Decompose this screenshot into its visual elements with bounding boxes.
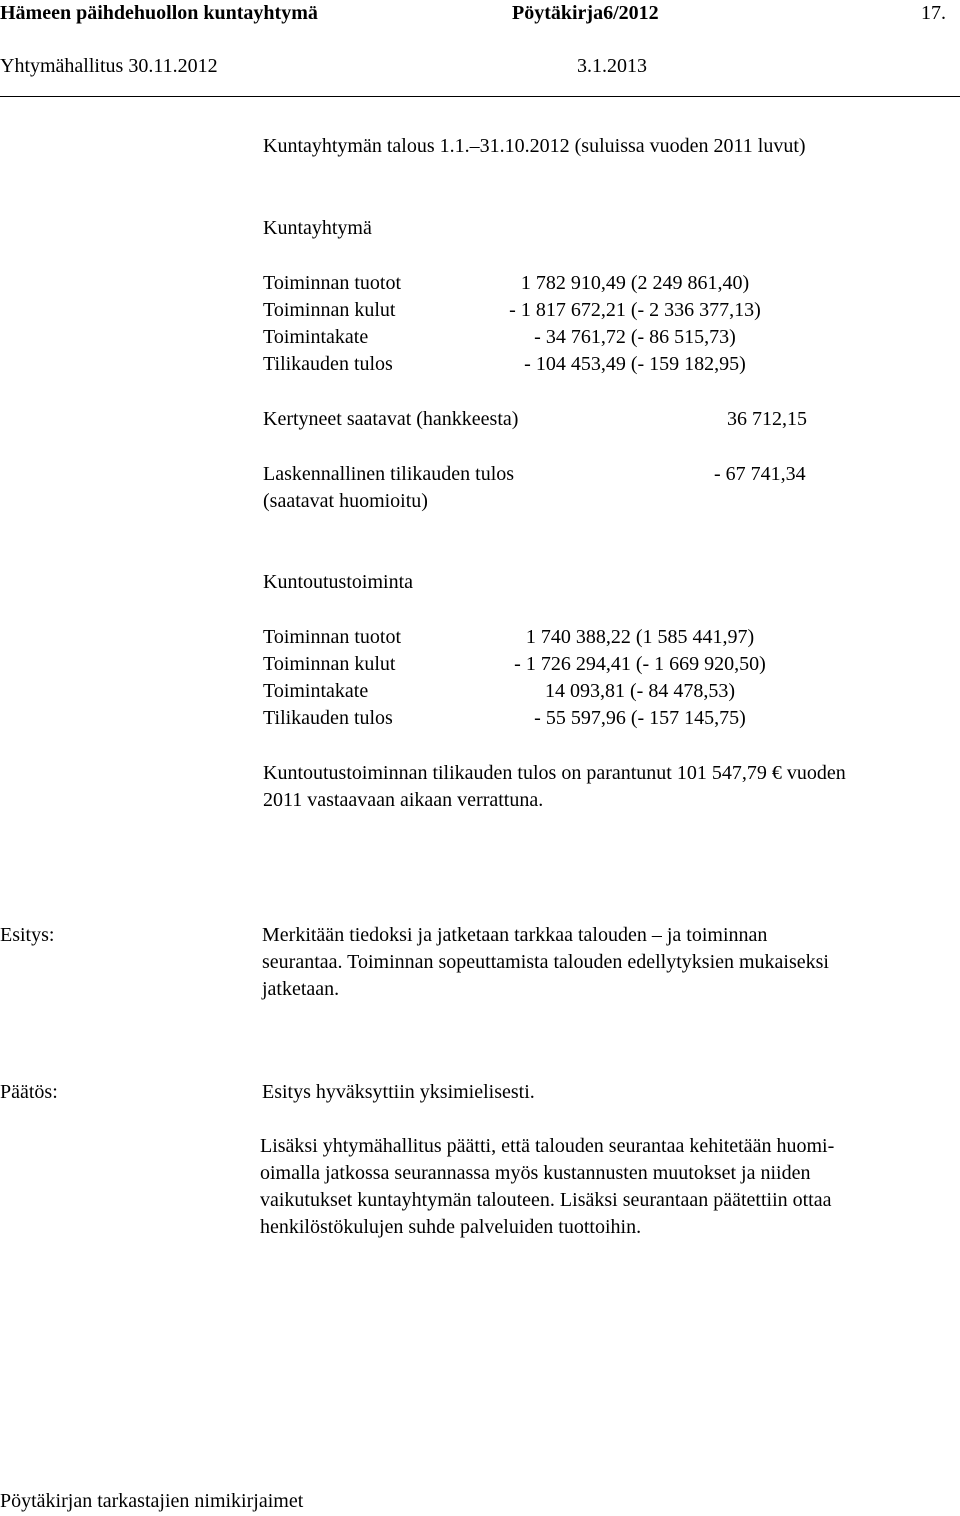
saatavat-label: Kertyneet saatavat (hankkeesta)	[263, 408, 519, 430]
kuntayhtyma-row-label: Toiminnan kulut	[263, 299, 396, 321]
kuntoutus-row-label: Toimintakate	[263, 680, 369, 702]
kuntoutus-row-value: 1 740 388,22 (1 585 441,97)	[525, 626, 755, 648]
kuntoutus-note-line: Kuntoutustoiminnan tilikauden tulos on parantunut 101 547,79 € vuoden	[263, 762, 846, 784]
laskennallinen-label: Laskennallinen tilikauden tulos	[263, 463, 515, 485]
kuntoutus-row-label: Toiminnan tuotot	[263, 626, 402, 648]
kuntayhtyma-row-label: Toiminnan tuotot	[263, 272, 402, 294]
header-date: 3.1.2013	[577, 55, 647, 77]
esitys-text-line: jatketaan.	[262, 978, 340, 1000]
paatos-text: Esitys hyväksyttiin yksimielisesti.	[262, 1081, 535, 1103]
section-title: Kuntayhtymän talous 1.1.–31.10.2012 (suluissa vuoden 2011 luvut)	[263, 135, 806, 157]
esitys-text-line: Merkitään tiedoksi ja jatketaan tarkkaa talouden – ja toiminnan	[262, 924, 768, 946]
saatavat-value: 36 712,15	[727, 408, 807, 430]
paatos-extra-line: vaikutukset kuntayhtymän talouteen. Lisäksi seurantaan päätettiin ottaa	[260, 1189, 832, 1211]
esitys-label: Esitys:	[0, 924, 55, 946]
paatos-label: Päätös:	[0, 1081, 58, 1103]
laskennallinen-value: - 67 741,34	[714, 463, 806, 485]
esitys-text-line: seurantaa. Toiminnan sopeuttamista talouden edellytyksien mukaiseksi	[262, 951, 829, 973]
paatos-extra-line: oimalla jatkossa seurannassa myös kustannusten muutokset ja niiden	[260, 1162, 811, 1184]
kuntoutus-row-value: 14 093,81 (- 84 478,53)	[545, 680, 735, 702]
paatos-extra-line: Lisäksi yhtymähallitus päätti, että talouden seurantaa kehitetään huomi-	[260, 1135, 835, 1157]
kuntoutus-row-label: Tilikauden tulos	[263, 707, 393, 729]
kuntayhtyma-heading: Kuntayhtymä	[263, 217, 372, 239]
kuntayhtyma-row-value: - 1 817 672,21 (- 2 336 377,13)	[509, 299, 761, 321]
kuntayhtyma-row-label: Toimintakate	[263, 326, 369, 348]
header-doc: Pöytäkirja6/2012	[512, 2, 659, 24]
paatos-extra-line: henkilöstökulujen suhde palveluiden tuottoihin.	[260, 1216, 642, 1238]
footer-signatures-note: Pöytäkirjan tarkastajien nimikirjaimet	[0, 1490, 304, 1512]
kuntayhtyma-row-label: Tilikauden tulos	[263, 353, 393, 375]
kuntayhtyma-row-value: - 104 453,49 (- 159 182,95)	[524, 353, 746, 375]
kuntoutus-heading: Kuntoutustoiminta	[263, 571, 413, 593]
kuntayhtyma-row-value: - 34 761,72 (- 86 515,73)	[534, 326, 736, 348]
kuntoutus-note-line: 2011 vastaavaan aikaan verrattuna.	[263, 789, 544, 811]
kuntayhtyma-row-value: 1 782 910,49 (2 249 861,40)	[520, 272, 750, 294]
header-page-number: 17.	[921, 2, 946, 24]
header-board: Yhtymähallitus 30.11.2012	[0, 55, 218, 77]
kuntoutus-row-label: Toiminnan kulut	[263, 653, 396, 675]
kuntoutus-row-value: - 55 597,96 (- 157 145,75)	[534, 707, 746, 729]
header-org: Hämeen päihdehuollon kuntayhtymä	[0, 2, 318, 24]
laskennallinen-note: (saatavat huomioitu)	[263, 490, 428, 512]
header-divider	[0, 96, 960, 97]
kuntoutus-row-value: - 1 726 294,41 (- 1 669 920,50)	[514, 653, 766, 675]
